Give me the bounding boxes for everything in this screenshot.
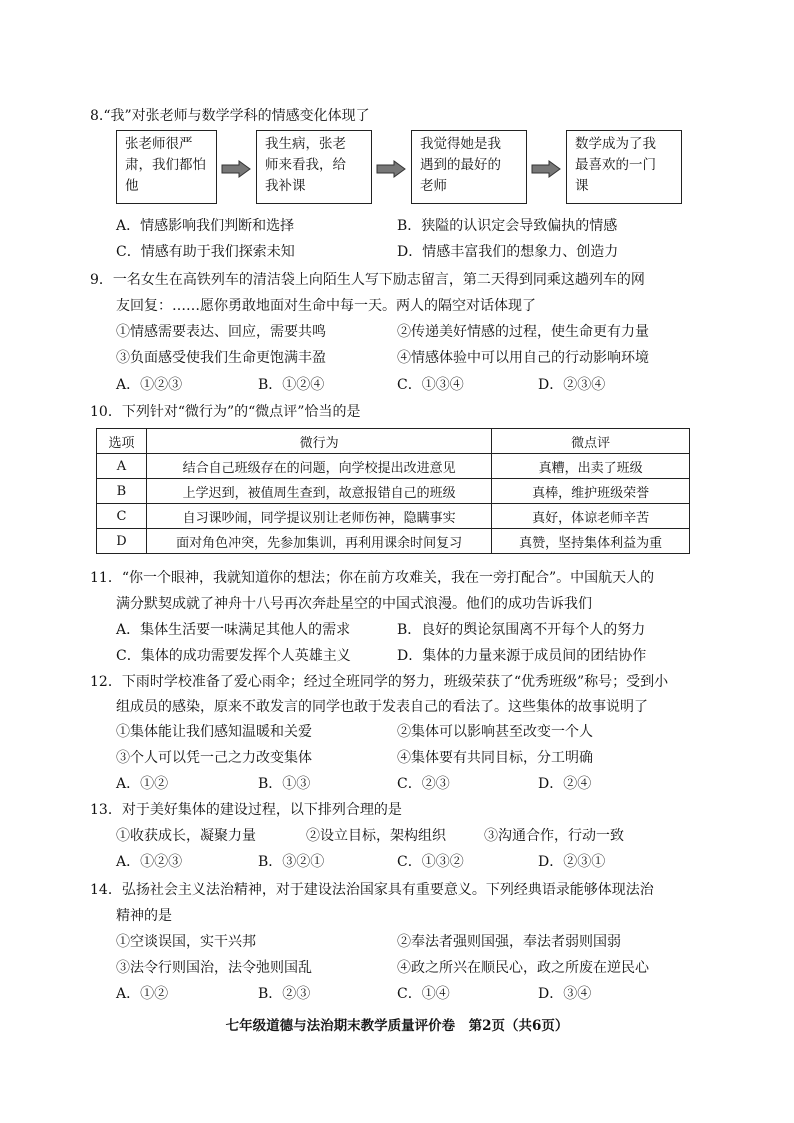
q8-option-a: A．情感影响我们判断和选择 — [116, 218, 295, 234]
q8-stem: 8.“我”对张老师与数学学科的情感变化体现了 — [90, 108, 370, 124]
q14-item-1: ①空谈误国，实干兴邦 — [116, 934, 256, 950]
q10-table — [96, 428, 690, 554]
q14-option-b: B．②③ — [258, 986, 311, 1002]
q12-option-a: A．①② — [116, 776, 169, 792]
table-cell: 真好，体谅老师辛苦 — [492, 504, 690, 529]
q8-option-d: D．情感丰富我们的想象力、创造力 — [397, 244, 619, 260]
q13-item-3: ③沟通合作，行动一致 — [484, 828, 624, 844]
q12-option-d: D．②④ — [538, 776, 592, 792]
q14-option-c: C．①④ — [397, 986, 450, 1002]
table-header-row — [97, 429, 690, 454]
table-cell: 面对角色冲突，先参加集训，再利用课余时间复习 — [146, 529, 491, 554]
q10-stem: 10．下列针对“微行为”的“微点评”恰当的是 — [90, 404, 361, 420]
q12-stem-line2: 组成员的感染，原来不敢发言的同学也敢于发表自己的看法了。这些集体的故事说明了 — [116, 699, 648, 715]
q8-flow-box-2: 我生病，张老 师来看我，给 我补课 — [256, 130, 372, 204]
table-row — [97, 529, 690, 554]
q14-option-d: D．③④ — [538, 986, 592, 1002]
table-row — [97, 504, 690, 529]
q14-item-2: ②奉法者强则国强，奉法者弱则国弱 — [397, 934, 621, 950]
table-row — [97, 479, 690, 504]
q8-flow-box-3: 我觉得她是我 遇到的最好的 老师 — [411, 130, 527, 204]
q12-item-4: ④集体要有共同目标，分工明确 — [397, 750, 593, 766]
table-cell: 真糟，出卖了班级 — [492, 454, 690, 479]
q9-item-1: ①情感需要表达、回应，需要共鸣 — [116, 324, 326, 340]
q9-item-4: ④情感体验中可以用自己的行动影响环境 — [397, 350, 649, 366]
q8-option-c: C．情感有助于我们探索未知 — [116, 244, 295, 260]
q9-option-d: D．②③④ — [538, 377, 606, 393]
q8-flow-box-4: 数学成为了我 最喜欢的一门 课 — [566, 130, 682, 204]
q13-option-b: B．③②① — [258, 854, 325, 870]
q14-option-a: A．①② — [116, 986, 169, 1002]
q13-option-c: C．①③② — [397, 854, 464, 870]
arrow-right-icon — [531, 160, 561, 178]
q9-stem-line1: 9．一名女生在高铁列车的清洁袋上向陌生人写下励志留言，第二天得到同乘这趟列车的网 — [90, 272, 645, 288]
q13-stem: 13．对于美好集体的建设过程，以下排列合理的是 — [90, 802, 402, 818]
q11-stem-line1: 11．“你一个眼神，我就知道你的想法；你在前方攻难关，我在一旁打配合”。中国航天人的 — [90, 570, 655, 586]
q8-flow-box-1: 张老师很严 肃，我们都怕 他 — [116, 130, 217, 204]
q9-item-3: ③负面感受使我们生命更饱满丰盈 — [116, 350, 326, 366]
q9-item-2: ②传递美好情感的过程，使生命更有力量 — [397, 324, 649, 340]
q12-option-b: B．①③ — [258, 776, 311, 792]
table-cell: B — [97, 479, 147, 504]
q8-option-b: B．狭隘的认识定会导致偏执的情感 — [397, 218, 618, 234]
q11-stem-line2: 满分默契成就了神舟十八号再次奔赴星空的中国式浪漫。他们的成功告诉我们 — [116, 596, 592, 612]
table-header-cell: 微行为 — [146, 429, 491, 454]
page-footer: 七年级道德与法治期末教学质量评价卷 第2页（共6页） — [225, 1018, 569, 1034]
q12-item-3: ③个人可以凭一己之力改变集体 — [116, 750, 312, 766]
q11-option-c: C．集体的成功需要发挥个人英雄主义 — [116, 648, 351, 664]
arrow-right-icon — [221, 160, 251, 178]
q13-option-d: D．②③① — [538, 854, 606, 870]
q13-item-1: ①收获成长，凝聚力量 — [116, 828, 256, 844]
arrow-right-icon — [376, 160, 406, 178]
q9-stem-line2: 友回复：……愿你勇敢地面对生命中每一天。两人的隔空对话体现了 — [116, 298, 536, 314]
q12-item-2: ②集体可以影响甚至改变一个人 — [397, 724, 593, 740]
table-cell: D — [97, 529, 147, 554]
q14-stem-line1: 14．弘扬社会主义法治精神，对于建设法治国家具有重要意义。下列经典语录能够体现法治 — [90, 882, 654, 898]
table-row — [97, 454, 690, 479]
q13-option-a: A．①②③ — [116, 854, 183, 870]
table-cell: C — [97, 504, 147, 529]
table-header-cell: 微点评 — [492, 429, 690, 454]
q9-option-a: A．①②③ — [116, 377, 183, 393]
table-cell: 上学迟到，被值周生查到，故意报错自己的班级 — [146, 479, 491, 504]
q14-item-3: ③法令行则国治，法令弛则国乱 — [116, 960, 312, 976]
q11-option-d: D．集体的力量来源于成员间的团结协作 — [397, 648, 647, 664]
q13-item-2: ②设立目标，架构组织 — [306, 828, 446, 844]
q11-option-b: B．良好的舆论氛围离不开每个人的努力 — [397, 622, 646, 638]
q11-option-a: A．集体生活要一味满足其他人的需求 — [116, 622, 351, 638]
table-cell: 自习课吵闹，同学提议别让老师伤神，隐瞒事实 — [146, 504, 491, 529]
q12-stem-line1: 12．下雨时学校准备了爱心雨伞；经过全班同学的努力，班级荣获了“优秀班级”称号；受到小 — [90, 674, 669, 690]
q14-stem-line2: 精神的是 — [116, 908, 172, 924]
q9-option-b: B．①②④ — [258, 377, 325, 393]
q9-option-c: C．①③④ — [397, 377, 464, 393]
q14-item-4: ④政之所兴在顺民心，政之所废在逆民心 — [397, 960, 649, 976]
table-cell: 真赞，坚持集体利益为重 — [492, 529, 690, 554]
table-cell: 结合自己班级存在的问题，向学校提出改进意见 — [146, 454, 491, 479]
table-header-cell: 选项 — [97, 429, 147, 454]
table-cell: A — [97, 454, 147, 479]
table-cell: 真棒，维护班级荣誉 — [492, 479, 690, 504]
q12-option-c: C．②③ — [397, 776, 450, 792]
q12-item-1: ①集体能让我们感知温暖和关爱 — [116, 724, 312, 740]
